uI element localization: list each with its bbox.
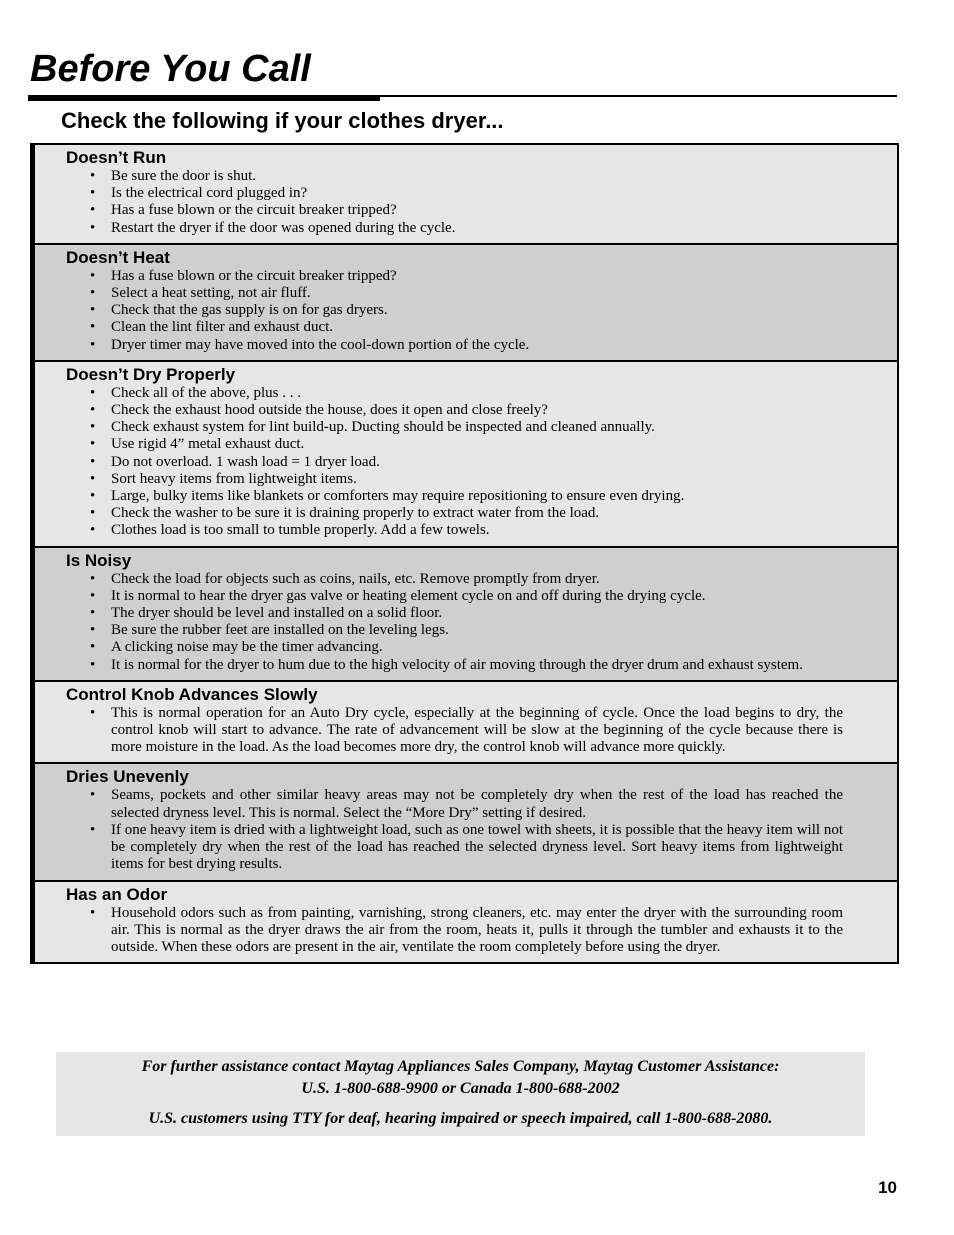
page-title: Before You Call <box>30 48 311 90</box>
section-heading: Dries Unevenly <box>66 767 189 787</box>
list-item: • A clicking noise may be the timer advancing. <box>66 639 843 656</box>
list-item: • Clean the lint filter and exhaust duct. <box>66 319 843 336</box>
list-item: • Has a fuse blown or the circuit breaker tripped? <box>66 202 843 219</box>
title-rule-thick <box>28 95 380 101</box>
troubleshooting-table <box>30 143 899 964</box>
section-heading: Control Knob Advances Slowly <box>66 684 318 704</box>
list-item: • Seams, pockets and other similar heavy areas may not be completely dry when the rest of the load has reached the selected dryness level. This is normal. Select the “More Dry” setting if desired. <box>66 787 843 821</box>
list-item: • Has a fuse blown or the circuit breaker tripped? <box>66 268 843 285</box>
list-item: • Check the load for objects such as coins, nails, etc. Remove promptly from dryer. <box>66 571 843 588</box>
troubleshoot-section <box>35 548 897 682</box>
troubleshoot-section <box>35 882 897 963</box>
contact-tty-line: U.S. customers using TTY for deaf, hearing impaired or speech impaired, call 1-800-688-2080. <box>148 1110 773 1127</box>
list-item: • Check the washer to be sure it is draining properly to extract water from the load. <box>66 505 843 522</box>
list-item: • The dryer should be level and installed on a solid floor. <box>66 605 843 622</box>
bullet-list <box>66 571 843 674</box>
contact-phone-line: U.S. 1-800-688-9900 or Canada 1-800-688-2002 <box>301 1080 620 1097</box>
page-number: 10 <box>878 1178 897 1197</box>
list-item: • Use rigid 4” metal exhaust duct. <box>66 436 843 453</box>
page-subtitle: Check the following if your clothes dryer... <box>61 108 504 133</box>
list-item: • This is normal operation for an Auto Dry cycle, especially at the beginning of cycle. Once the load begins to dry, the control knob will start to advance. The rate of advancement will be slow at the beginning of the cycle because there is more moisture in the load. As the load becomes more dry, the control knob will advance more quickly. <box>66 705 843 757</box>
list-item: • Large, bulky items like blankets or comforters may require repositioning to ensure even drying. <box>66 488 843 505</box>
section-heading: Has an Odor <box>66 884 168 904</box>
troubleshoot-section <box>35 764 897 881</box>
list-item: • Household odors such as from painting, varnishing, strong cleaners, etc. may enter the dryer with the surrounding room air. This is normal as the dryer draws the air from the room, heats it, pulls it through the tumbler and exhausts it to the outside. When these odors are present in the air, ventilate the room completely before using the dryer. <box>66 905 843 957</box>
list-item: • Do not overload. 1 wash load = 1 dryer load. <box>66 454 843 471</box>
bullet-list <box>66 268 843 354</box>
section-heading: Doesn’t Dry Properly <box>66 364 236 384</box>
bullet-list <box>66 705 843 757</box>
troubleshoot-section <box>35 362 897 548</box>
list-item: • Is the electrical cord plugged in? <box>66 185 843 202</box>
list-item: • Check exhaust system for lint build-up. Ducting should be inspected and cleaned annually. <box>66 419 843 436</box>
list-item: • Check the exhaust hood outside the house, does it open and close freely? <box>66 402 843 419</box>
contact-line-1: For further assistance contact Maytag Appliances Sales Company, Maytag Customer Assistance: <box>141 1058 780 1075</box>
list-item: • It is normal to hear the dryer gas valve or heating element cycle on and off during the drying cycle. <box>66 588 843 605</box>
troubleshoot-section <box>35 145 897 245</box>
title-rule-thin <box>378 95 897 97</box>
bullet-list <box>66 905 843 957</box>
list-item: • Check all of the above, plus . . . <box>66 385 843 402</box>
list-item: • Check that the gas supply is on for gas dryers. <box>66 302 843 319</box>
list-item: • If one heavy item is dried with a lightweight load, such as one towel with sheets, it is possible that the heavy item will not be completely dry when the rest of the load has reached the selected dryness level. Sort heavy items from lightweight items for best drying results. <box>66 822 843 874</box>
bullet-list <box>66 787 843 873</box>
list-item: • Select a heat setting, not air fluff. <box>66 285 843 302</box>
list-item: • Be sure the door is shut. <box>66 168 843 185</box>
list-item: • Sort heavy items from lightweight items. <box>66 471 843 488</box>
list-item: • It is normal for the dryer to hum due to the high velocity of air moving through the dryer drum and exhaust system. <box>66 657 843 674</box>
list-item: • Be sure the rubber feet are installed on the leveling legs. <box>66 622 843 639</box>
bullet-list <box>66 385 843 540</box>
section-heading: Doesn’t Heat <box>66 247 170 267</box>
section-heading: Doesn’t Run <box>66 148 167 167</box>
section-heading: Is Noisy <box>66 550 132 570</box>
troubleshoot-section <box>35 245 897 362</box>
troubleshoot-section <box>35 682 897 765</box>
bullet-list <box>66 168 843 237</box>
list-item: • Clothes load is too small to tumble properly. Add a few towels. <box>66 522 843 539</box>
contact-info-box <box>56 1052 865 1136</box>
list-item: • Dryer timer may have moved into the cool-down portion of the cycle. <box>66 337 843 354</box>
list-item: • Restart the dryer if the door was opened during the cycle. <box>66 220 843 237</box>
